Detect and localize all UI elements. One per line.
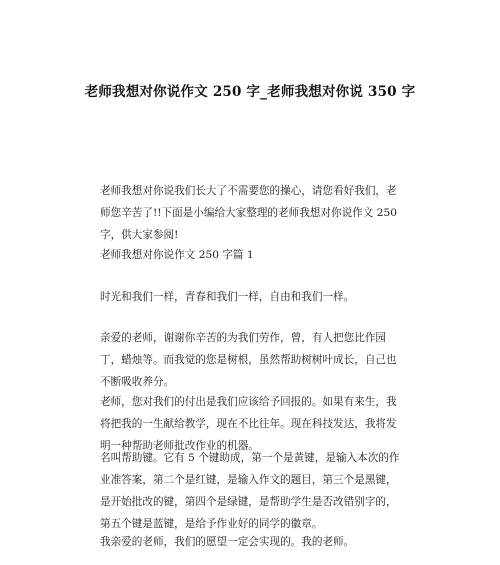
paragraph: 时光和我们一样，青春和我们一样，自由和我们一样。 xyxy=(100,291,355,303)
paragraph: 我亲爱的老师，我们的愿望一定会实现的。我的老师。 xyxy=(100,536,355,548)
paragraph: 亲爱的老师，谢谢你辛苦的为我们劳作，曾，有人把您比作园丁，蜡烛等。而我觉的您是树根，虽然帮助树树叶成长，自己也不断吸收养分。 xyxy=(100,332,397,388)
paragraph: 老师，您对我们的付出是我们应该给予回报的。如果有来生，我将把我的一生献给教学，现在不比往年。现在科技发达，我将发明一种帮助老师批改作业的机器。 xyxy=(100,396,397,452)
document-title: 老师我想对你说作文 250 字_老师我想对你说 350 字 xyxy=(84,84,416,100)
section-heading: 老师我想对你说作文 250 字篇 1 xyxy=(100,249,254,261)
paragraph-intro: 老师我想对你说我们长大了不需要您的操心，请您看好我们，老师您辛苦了!!下面是小编给大家整理的老师我想对你说作文 250 字，供大家参阅! xyxy=(100,185,397,241)
paragraph: 名叫帮助键。它有 5 个键助成，第一个是黄键，是输入本次的作业准答案，第二个是红键，是输入作文的题目，第三个是黑键，是开始批改的键，第四个是绿键，是帮助学生是否改错别字的，第五个键是蓝键，是给予作业好的同学的徽章。 xyxy=(100,452,400,530)
